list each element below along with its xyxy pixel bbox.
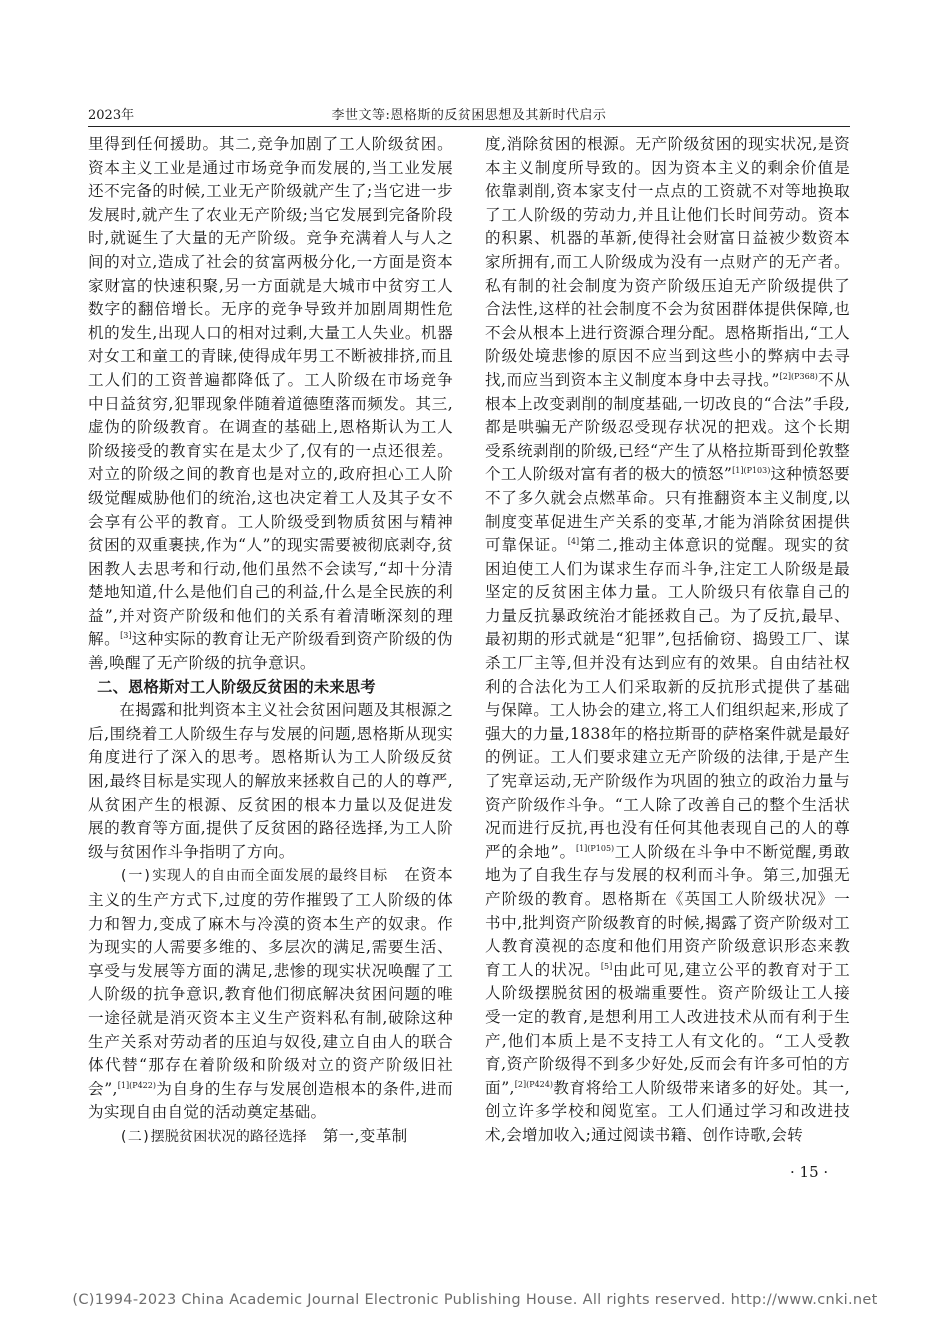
left-column: [88, 133, 453, 1150]
subsection-heading: (二)摆脱贫困状况的路径选择: [119, 1128, 307, 1145]
citation: [1](P103): [732, 466, 771, 476]
header-rule: [88, 126, 850, 127]
subsection-heading: (一)实现人的自由而全面发展的最终目标: [119, 868, 388, 885]
paragraph: (一)实现人的自由而全面发展的最终目标 在资本主义的生产方式下,过度的劳作摧毁了工人阶级的体力和智力,变成了麻木与冷漠的资本生产的奴隶。作为现实的人需要多维的、多层次的满足,需要生活、享受与发展等方面的满足,悲惨的现实状况唤醒了工人阶级的抗争意识,教育他们彻底解决贫困问题的唯一途径就是消灭资本主义生产资料私有制,破除这种生产关系对劳动者的压迫与奴役,建立自由人的联合体代替“那存在着阶级和阶级对立的资产阶级旧社会”,$^{[1](P422)}$为自身的生存与发展创造根本的条件,进而为实现自由自觉的活动奠定基础。: [88, 866, 453, 1122]
paragraph: (二)摆脱贫困状况的路径选择 第一,变革制: [119, 1126, 408, 1145]
citation: [3]: [120, 631, 132, 641]
citation: [4]: [567, 537, 580, 547]
paragraph: 度,消除贫困的根源。无产阶级贫困的现实状况,是资本主义制度所导致的。因为资本主义的剩余价值是依靠剥削,资本家支付一点点的工资就不对等地换取了工人阶级的劳动力,并且让他们长时间劳动。资本的积累、机器的革新,使得社会财富日益被少数资本家所拥有,而工人阶级成为没有一点财产的无产者。私有制的社会制度为资产阶级压迫无产阶级提供了合法性,这样的社会制度不会为贫困群体提供保障,也不会从根本上进行资源合理分配。恩格斯指出,“工人阶级处境悲惨的原因不应当到这些小的弊病中去寻找,而应当到资本主义制度本身中去寻找。”$^{[2](P368)}$不从根本上改变剥削的制度基础,一切改良的“合法”手段,都是哄骗无产阶级忍受现存状况的把戏。这个长期受系统剥削的阶级,已经“产生了从格拉斯哥到伦敦整个工人阶级对富有者的极大的愤怒”$^{[1](P103)}$这种愤怒要不了多久就会点燃革命。只有推翻资本主义制度,以制度变革促进生产关系的变革,才能为消除贫困提供可靠保证。[4]第二,推动主体意识的觉醒。现实的贫困迫使工人们为谋求生存而斗争,注定工人阶级是最坚定的反贫困主体力量。工人阶级只有依靠自己的力量反抗暴政统治才能拯救自己。为了反抗,最早、最初期的形式就是“犯罪”,包括偷窃、捣毁工厂、谋杀工厂主等,但并没有达到应有的效果。自由结社权利的合法化为工人们采取新的反抗形式提供了基础与保障。工人协会的建立,将工人们组织起来,形成了强大的力量,1838年的格拉斯哥的萨格案件就是最好的例证。工人们要求建立无产阶级的法律,于是产生了宪章运动,无产阶级作为巩固的独立的政治力量与资产阶级作斗争。“工人除了改善自己的整个生活状况而进行反抗,再也没有任何其他表现自己的人的尊严的余地”。$^{[1](P105)}$工人阶级在斗争中不断觉醒,勇敢地为了自我生存与发展的权利而斗争。第三,加强无产阶级的教育。恩格斯在《英国工人阶级状况》一书中,批判资产阶级教育的时候,揭露了资产阶级对工人教育漠视的态度和他们用资产阶级意识形态来教育工人的状况。[5]由此可见,建立公平的教育对于工人阶级摆脱贫困的极端重要性。资产阶级让工人接受一定的教育,是想利用工人改进技术从而有利于生产,他们本质上是不支持工人有文化的。“工人受教育,资产阶级得不到多少好处,反而会有许多可怕的方面”,$^{[2](P424)}$教育将给工人阶级带来诸多的好处。其一,创立许多学校和阅览室。工人们通过学习和改进技术,会增加收入;通过阅读书籍、创作诗歌,会转: [485, 135, 850, 1144]
right-column: [485, 133, 850, 1148]
paragraph: 在揭露和批判资本主义社会贫困问题及其根源之后,围绕着工人阶级生存与发展的问题,恩格斯从现实角度进行了深入的思考。恩格斯认为工人阶级反贫困,最终目标是实现人的解放来拯救自己的人的尊严,从贫困产生的根源、反贫困的根本力量以及促进发展的教育等方面,提供了反贫困的路径选择,为工人阶级与贫困作斗争指明了方向。: [88, 701, 453, 861]
citation: [1](P105): [575, 843, 615, 853]
page-number: · 15 ·: [790, 1163, 829, 1181]
citation: [2](P424): [514, 1079, 553, 1089]
citation: [2](P368): [779, 371, 818, 381]
section-heading: 二、恩格斯对工人阶级反贫困的未来思考: [97, 677, 376, 696]
header-running-title: 李世文等:恩格斯的反贫困思想及其新时代启示: [331, 108, 607, 123]
running-header: [88, 100, 850, 124]
header-year: 2023年: [88, 108, 135, 123]
citation: [5]: [600, 961, 613, 971]
citation: [1](P422): [117, 1080, 156, 1090]
paragraph: 里得到任何援助。其二,竞争加剧了工人阶级贫困。资本主义工业是通过市场竞争而发展的,当工业发展还不完备的时候,工业无产阶级就产生了;当它进一步发展时,就产生了农业无产阶级;当它发展到完备阶段时,就诞生了大量的无产阶级。竞争充满着人与人之间的对立,造成了社会的贫富两极分化,一方面是资本家财富的快速积聚,另一方面就是大城市中贫穷工人数字的翻倍增长。无序的竞争导致并加剧周期性危机的发生,出现人口的相对过剩,大量工人失业。机器对女工和童工的青睐,使得成年男工不断被排挤,而且工人们的工资普遍都降低了。工人阶级在市场竞争中日益贫穷,犯罪现象伴随着道德堕落而频发。其三,虚伪的阶级教育。在调查的基础上,恩格斯认为工人阶级接受的教育实在是太少了,仅有的一点还很差。对立的阶级之间的教育也是对立的,政府担心工人阶级觉醒威胁他们的统治,这也决定着工人及其子女不会享有公平的教育。工人阶级受到物质贫困与精神贫困的双重裹挟,作为“人”的现实需要被彻底剥夺,贫困教人去思考和行动,他们虽然不会读写,“却十分清楚地知道,什么是他们自己的利益,什么是全民族的利益”,并对资产阶级和他们的关系有着清晰深刻的理解。[3]这种实际的教育让无产阶级看到资产阶级的伪善,唤醒了无产阶级的抗争意识。: [88, 135, 453, 673]
copyright-footer: (C)1994-2023 China Academic Journal Electronic Publishing House. All rights reserved. http://www.cnki.net: [72, 1292, 878, 1308]
